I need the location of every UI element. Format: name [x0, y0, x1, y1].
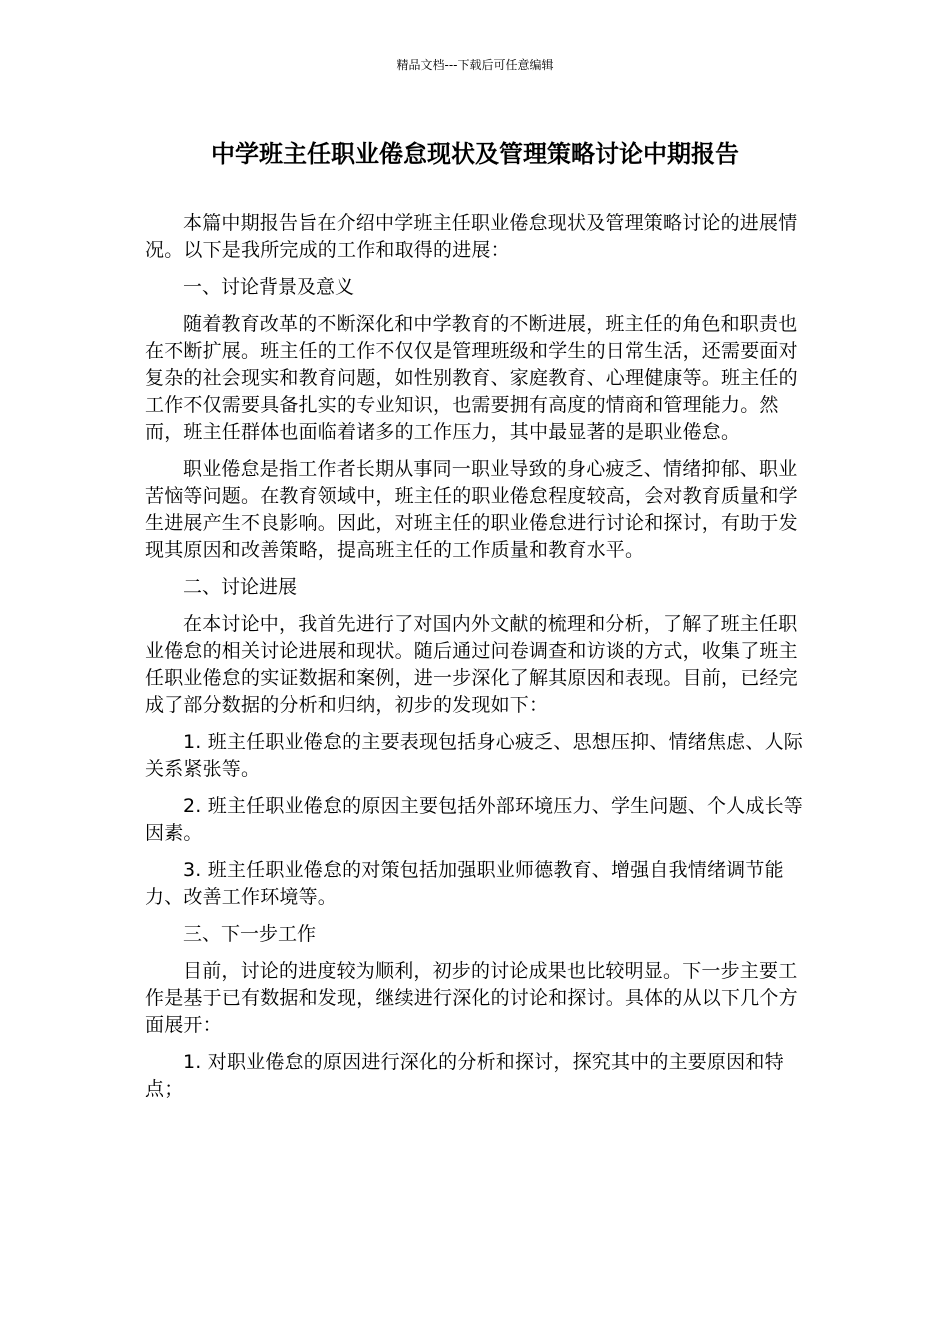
section-heading-next-steps: 三、下一步工作: [183, 923, 317, 945]
section-heading-background: 一、讨论背景及意义: [183, 276, 355, 298]
next-steps-paragraph: 目前，讨论的进度较为顺利，初步的讨论成果也比较明显。下一步主要工作是基于已有数据和发现，继续进行深化的讨论和探讨。具体的从以下几个方面展开：: [145, 960, 798, 1036]
finding-item-1: 1. 班主任职业倦怠的主要表现包括身心疲乏、思想压抑、情绪焦虑、人际关系紧张等。: [145, 731, 803, 780]
burnout-definition-paragraph: 职业倦怠是指工作者长期从事同一职业导致的身心疲乏、情绪抑郁、职业苦恼等问题。在教育领域中，班主任的职业倦怠程度较高，会对教育质量和学生进展产生不良影响。因此，对班主任的职业倦怠进行讨论和探讨，有助于发现其原因和改善策略，提高班主任的工作质量和教育水平。: [145, 458, 798, 561]
background-paragraph: 随着教育改革的不断深化和中学教育的不断进展，班主任的角色和职责也在不断扩展。班主任的工作不仅仅是管理班级和学生的日常生活，还需要面对复杂的社会现实和教育问题，如性别教育、家庭教育、心理健康等。班主任的工作不仅需要具备扎实的专业知识，也需要拥有高度的情商和管理能力。然而，班主任群体也面临着诸多的工作压力，其中最显著的是职业倦怠。: [145, 313, 798, 443]
document-title: 中学班主任职业倦怠现状及管理策略讨论中期报告: [211, 140, 739, 168]
intro-paragraph: 本篇中期报告旨在介绍中学班主任职业倦怠现状及管理策略讨论的进展情况。以下是我所完成的工作和取得的进展：: [145, 212, 798, 261]
document-body: [145, 210, 807, 1113]
progress-paragraph: 在本讨论中，我首先进行了对国内外文献的梳理和分析，了解了班主任职业倦怠的相关讨论进展和现状。随后通过问卷调查和访谈的方式，收集了班主任职业倦怠的实证数据和案例，进一步深化了解其原因和表现。目前，已经完成了部分数据的分析和归纳，初步的发现如下：: [145, 613, 798, 716]
finding-item-3: 3. 班主任职业倦怠的对策包括加强职业师德教育、增强自我情绪调节能力、改善工作环境等。: [145, 859, 784, 908]
section-heading-progress: 二、讨论进展: [183, 576, 298, 598]
finding-item-2: 2. 班主任职业倦怠的原因主要包括外部环境压力、学生问题、个人成长等因素。: [145, 795, 803, 844]
page-header-note: 精品文档---下载后可任意编辑: [396, 58, 554, 72]
next-step-item-1: 1. 对职业倦怠的原因进行深化的分析和探讨，探究其中的主要原因和特点；: [145, 1051, 784, 1100]
